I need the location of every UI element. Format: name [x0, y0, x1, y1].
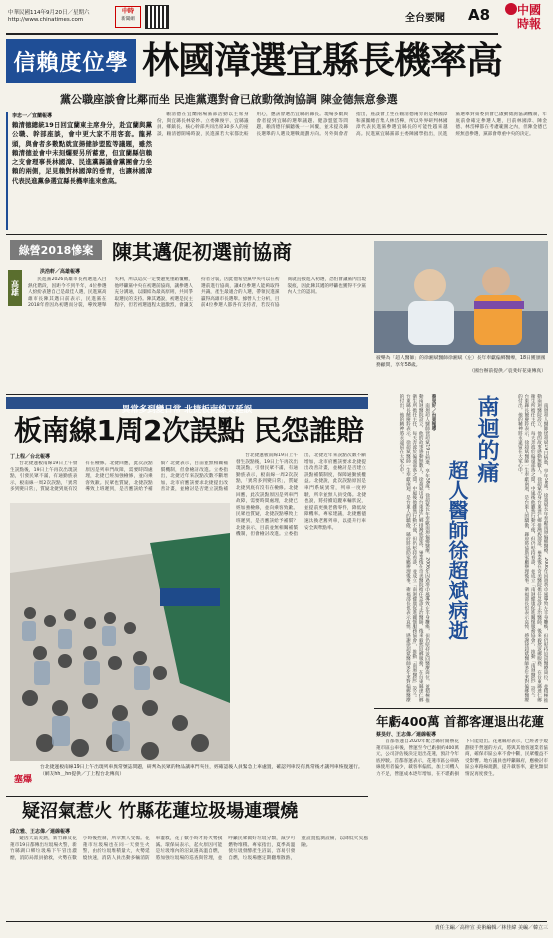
article2-body-text: 民進黨2026高雄市長初選進入白熱化階段，因距今不到半年，4位參選人紛紛表態自己是最佳人選，民進黨高雄市長陳其邁日前表示，民進黨在2018年曾因為初選而分裂，導致選舉失利，所以這次一定要避免重蹈覆轍，他呼籲黨中央在初選前協商，讓參選人充分溝通，以團結為最高原則，共同爭取選民的支持。陳其邁說，初選是民主程序，但若初選過程太過激烈，會讓支持者分裂，因此他希望黨中央可以在初選前進行協商，讓4位參選人能夠取得共識，產生最適合的人選，帶領民進黨贏得高雄市長選舉。綠營人士分析，目前4位參選人都各有支持者，若沒有協商就直接進入初選，恐怕會讓黨內出現裂痕，因此陳其邁的呼籲也獲得不少黨內人士的認同。 — [28, 277, 366, 309]
lead-summary-box — [6, 112, 152, 230]
brand-logo — [503, 3, 547, 35]
doctor-photo — [374, 241, 548, 353]
mrt-photo-badge — [10, 764, 36, 792]
article5-body — [376, 739, 548, 907]
article6-body-text: 疑因天氣炎熱，新竹縣及花蓮市19日都傳出垃圾場火警，新竹縣湖口鄉垃圾場下午冒出濃煙，消防局派員搶救，火勢在數小時後控制，所幸無人受傷。花蓮市垃圾場也在同一天發生火警，由於垃圾堆積量大，火勢延燒快速，消防人員出動多輛消防車灌救，花了數小時才將火勢撲滅。環保局表示，起火原因可能是垃圾堆內的沼氣遇高溫自燃，將加強垃圾場的巡查與管理，並呼籲民眾做好垃圾分類，減少可燃物堆積。專家指出，夏季高溫使垃圾發酵產生沼氣，容易引發自燃，垃圾場應定期翻堆散熱，並設置監測設備，以降低火災風險。 — [10, 836, 368, 861]
masthead-url: http://www.chinatimes.com — [8, 17, 84, 23]
article4-body — [374, 394, 436, 704]
article6-body — [10, 836, 368, 916]
article4-byline: 蔡旻好／台東報導 — [431, 394, 436, 431]
article4-vertical-sub-text: 超人醫師徐超斌病逝 — [445, 460, 469, 640]
small-logo-line-1: 中時 — [121, 8, 134, 15]
article4-vertical-title — [470, 395, 500, 555]
article2-badge — [8, 270, 22, 306]
page-number: A8 — [468, 6, 491, 24]
article5-body-text: 首都客運自2020年配合縣府開辦花蓮市區公車後，營運至今已虧損約400萬元，公司評估後決定退出花蓮，預計今年底停駛。首都客運表示，花蓮市區公車路線使用者偏少，載客率偏低，加上司機人力不足，營運成本逐年增加，在不堪虧損下只能退出。花蓮縣府表示，已經著手規劃接手營運的方式，將與其他客運業者協商，確保市區公車不會中斷，民眾權益不受影響。地方議員也呼籲縣府，應檢討市區公車路線規劃，提升載客率，避免類似情況再度發生。 — [376, 739, 548, 777]
lead-kicker — [6, 39, 136, 83]
mrt-crowd-photo — [10, 503, 230, 761]
lead-body — [157, 112, 547, 230]
article2-body — [28, 277, 366, 391]
qr-code-icon — [145, 5, 169, 29]
article2-tag-text: 綠營2018慘案 — [18, 244, 94, 257]
article4-body-right — [504, 394, 548, 704]
brand-logo-text: 中國時報 — [517, 3, 542, 31]
article2-byline: 洪浩軒／高雄報導 — [40, 269, 81, 275]
article2-badge-text: 高雄 — [10, 280, 20, 296]
article6-headline: 疑沼氣惹火 竹縣花蓮垃圾場連環燒 — [22, 801, 299, 822]
small-logo — [115, 6, 141, 28]
footer-proof: 美編／韓立三 — [517, 925, 548, 931]
article4-body-right-text: 南迴超人醫師徐超斌19日病逝，享年58歲。徐超斌長年奉獻南迴偏鄉醫療，2006年因過勞中風導致左半身癱瘓，但仍堅持返回醫療崗位，並積極推動南迴醫院設立，他的故事感動無數人。徐超斌出身台東達仁鄉排灣族部落，畢業後在奇美醫院擔任急診主治醫師，後來毅然返鄉服務，在台東縣達仁鄉衛生所擔任主任，每天奔波於偏遠部落之間。中風後他雖然行動不便，但仍堅持看診，並成立「南迴健康促進關懷服務協會」，推動「南迴醫院」設立。台東縣長饒慶鈴表示，徐超斌醫師一生奉獻南迴，是台東人的驕傲，縣府將協助家屬辦理後事。衛福部長也表示哀悼，感謝徐超斌醫師多年來對偏鄉醫療的付出，他的精神將永遠留在大家心中。 — [517, 394, 548, 703]
lead-summary: 賴清德總統19日回宜蘭東主席身分，赴宜蘭與黨公職、幹部座談，會中更大家不用客套。龍昇頭，與會者多數點就宣揚健診盟監等議題，雖然賴清德並會中未刻爛要另所蓄意，但宣蘭縣信賴之支會理事長林國漳、民進黨縣議會黨團會力坐賴的兩側，足見賴對林國漳的垂青，也讓林國漳代表民進黨參選宜縣長機率進來愈高。 — [12, 121, 152, 185]
mrt-photo-caption — [40, 765, 364, 778]
lead-kicker-text: 信賴度位學 — [13, 50, 129, 76]
footer-editor: 責任主編／高梓宣 — [434, 925, 475, 931]
article2-headline: 陳其邁促初選前協商 — [112, 240, 292, 264]
article3-body-top — [10, 461, 228, 499]
doctor-photo-caption-text: 彼樂為「超人醫師」的徐湘斌醫師徐湘斌（左）長年奉獻偏鄉醫療，18日獲頒國務顧問，享年58歲。 — [376, 356, 546, 368]
article2-tag — [10, 240, 102, 260]
mrt-photo-credit: （網友hh＿hn提供／丁上程台北傳真） — [40, 771, 125, 777]
article3-body-side-text: 台北捷運板南線19日上午發生誤點後，19日上午再次出現誤點，引發民眾不滿，有通勤族表示，板南線一周2次誤點，「異常多到變日常」，質疑北捷到底有沒有在檢修。北捷回應，此次誤點原因是列車門故障，需要時間處理，北捷已經加強檢修，並向乘客致歉。民眾也質疑，北捷誤點導致上班遲到，是否應該給予補償？北捷表示，目前並無相關補償機制，但會檢討改進。立委指出，北捷近年來誤點次數不斷增加，北市府應該要求北捷提出改善計畫，並檢討是否建立誤點補償制度，保障通勤族權益。北捷說，此次誤點原因是車門系統異常，列車一度停駛，所幸並無人員受傷。北捷也說，將持續追蹤車輛狀況，並提前更換老舊零件，降低故障機率。專家建議，北捷應儘速汰換老舊列車，以提升行車安全與準點率。 — [236, 453, 366, 538]
small-logo-line-2: 新聞網 — [121, 17, 135, 22]
divider-3 — [374, 708, 548, 709]
section-name: 全台要聞 — [405, 13, 445, 24]
article3-banner-text: 異常多到變日常 北捷板南線又延誤 — [121, 405, 253, 415]
lead-subhead: 黨公職座談會比鄰而坐 民進黨選對會已啟動徵詢協調 陳金德無意參選 — [60, 93, 398, 106]
article4-vertical-title-text: 南迴的痛 — [474, 395, 499, 483]
doctor-photo-svg — [374, 241, 548, 353]
divider-2 — [6, 394, 368, 395]
article4-body-text: 南迴超人醫師徐超斌19日病逝，享年58歲。徐超斌長年奉獻南迴偏鄉醫療，2006年因過勞中風導致左半身癱瘓，但仍堅持返回醫療崗位，並積極推動南迴醫院設立，他的故事感動無數人。徐超斌出身台東達仁鄉排灣族部落，畢業後在奇美醫院擔任急診主治醫師，後來毅然返鄉服務，在台東縣達仁鄉衛生所擔任主任，每天奔波於偏遠部落之間。中風後他雖然行動不便，但仍堅持看診，並成立「南迴健康促進關懷服務協會」，推動「南迴醫院」設立。台東縣長饒慶鈴表示，徐超斌醫師一生奉獻南迴，是台東人的驕傲，縣府將協助家屬辦理後事。衛福部長也表示哀悼，感謝徐超斌醫師多年來對偏鄉醫療的付出，他的精神將永遠留在大家心中。 — [398, 394, 430, 703]
footer-credits — [372, 924, 548, 931]
mrt-crowd-photo-svg — [10, 503, 230, 761]
article5-byline: 蔡旻好、王志偉／連線報導 — [376, 732, 437, 738]
article5-headline: 年虧400萬 首都客運退出花蓮 — [376, 714, 544, 729]
lead-body-text: 賴清德在宜蘭兩場黨部活動以主席身份，與宜縣長林姿妙、立委陳俊宇、宜縣議員、鄉鎮長、核心幹部共同出席30多人的座談，賴清德開場時說，民進黨若大家都比較用心，應該會選出宜縣的縣長。現場多數與會者提到宜縣的選舉議題、健診盟監等問題，賴清德仔細聽後一一回覆，並未提及縣長選舉的人選及選戰規劃方向。另外與會者指出，座談會上坐在賴清德兩旁的是林國漳和黨團總召集人林岱樺，所以外界研判林國漳代表民進黨參選宜縣長的可能性越來越高。民進黨宜縣黨部主委陳國學指出，民進黨選舉對策委員會已啟動徵詢協調機制，年底前會確定參選人選，目前林國漳、陳金德、林岱樺都在考慮範圍之內，但陳金德已經無意參選，黨部會尊重中央的決定。 — [157, 112, 547, 137]
doctor-photo-credit: （國台辦前提供／袁斐好花東傳真） — [469, 369, 546, 375]
article3-byline: 丁上程／台北報導 — [10, 454, 51, 460]
article6-byline: 邱立雅、王志偉／連線報導 — [10, 829, 71, 835]
mrt-photo-badge-text: 塞爆 — [13, 774, 32, 785]
article3-body-side — [236, 453, 366, 763]
footer-art: 美術編輯／林佳緯 — [476, 925, 517, 931]
brand-logo-emblem-icon — [505, 3, 517, 15]
article3-banner — [6, 397, 368, 415]
masthead-rule — [6, 33, 498, 35]
article3-headline: 板南線1周2次誤點 民怨誰賠 — [14, 414, 364, 447]
lead-byline: 李忠一／宜蘭報導 — [12, 113, 53, 119]
footer-rule — [6, 921, 547, 922]
article4-vertical-sub — [440, 460, 470, 710]
mrt-photo-caption-text: 台北捷運板南線19日上午出現列車異常號誌問題，研判為民眾的物品讓車門夾住，經確認後人員緊急上車處置，確認列車沒有異常後才讓列車恢復運行。 — [40, 765, 363, 770]
doctor-photo-caption — [376, 356, 546, 376]
divider-4 — [6, 796, 368, 797]
masthead-date: 中華民國114年9月20日／星期六 — [8, 10, 90, 16]
divider-1 — [6, 234, 547, 235]
article3-body-text: 台北捷運板南線19日上午發生誤點後，19日上午再次出現誤點，引發民眾不滿，有通勤族表示，板南線一周2次誤點，「異常多到變日常」，質疑北捷到底有沒有在檢修。北捷回應，此次誤點原因是列車門故障，需要時間處理，北捷已經加強檢修，並向乘客致歉。民眾也質疑，北捷誤點導致上班遲到，是否應該給予補償？北捷表示，目前並無相關補償機制，但會檢討改進。立委指出，北捷近年來誤點次數不斷增加，北市府應該要求北捷提出改善計畫，並檢討是否建立誤點補 — [10, 461, 228, 493]
lead-headline: 林國漳選宜縣長機率高 — [142, 39, 502, 82]
